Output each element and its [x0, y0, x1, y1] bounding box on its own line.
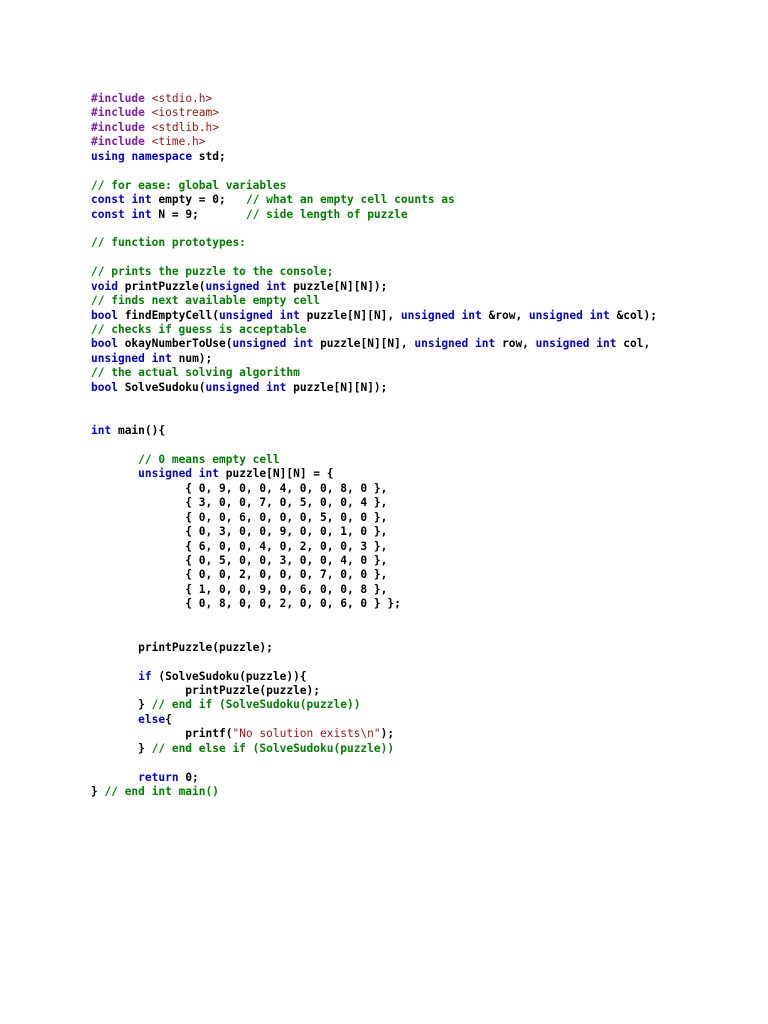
keyword-token: int [293, 337, 314, 351]
keyword-token: int [266, 279, 287, 293]
code-text-token [468, 337, 475, 350]
code-text-token: ); [380, 727, 395, 741]
code-text-token: okayNumberToUse( [117, 337, 233, 351]
code-text-token: puzzle[N][N], [313, 337, 415, 351]
code-line [91, 467, 657, 481]
keyword-token: const [91, 193, 125, 207]
code-line [91, 164, 657, 178]
comment-token: // end if (SolveSudoku(puzzle)) [151, 698, 361, 712]
header-token: <iostream> [151, 106, 219, 120]
keyword-token: void [91, 279, 118, 293]
code-line [91, 280, 657, 294]
code-line [91, 655, 657, 669]
comment-token: // function prototypes: [91, 236, 246, 250]
comment-token: // checks if guess is acceptable [91, 323, 307, 336]
keyword-token: namespace [131, 149, 193, 163]
code-line [91, 785, 657, 799]
code-text-token: &col); [609, 308, 657, 322]
code-line [91, 698, 657, 712]
keyword-token: unsigned [91, 351, 145, 365]
code-text-token: SolveSudoku( [117, 380, 206, 394]
code-text-token: empty = 0; [151, 193, 246, 207]
code-line [91, 193, 657, 207]
keyword-token: if [138, 669, 152, 683]
code-line [91, 641, 657, 655]
code-listing [91, 92, 657, 799]
code-line [91, 222, 657, 236]
code-text-token [145, 135, 152, 148]
code-line [91, 554, 657, 568]
keyword-token: unsigned [205, 279, 260, 293]
code-line [91, 670, 657, 684]
code-text-token: col, [616, 337, 651, 351]
code-line [91, 106, 657, 120]
code-text-token [145, 352, 152, 365]
preprocessor-token: #include [91, 120, 145, 134]
keyword-token: int [91, 424, 112, 438]
code-text-token [91, 713, 138, 726]
code-text-token: findEmptyCell( [117, 308, 219, 322]
code-line [91, 525, 657, 539]
code-line [91, 439, 657, 453]
preprocessor-token: #include [91, 92, 145, 105]
code-line [91, 179, 657, 193]
code-text-token [145, 121, 152, 134]
code-text-token [145, 92, 152, 105]
code-line [91, 395, 657, 409]
code-text-token: } [91, 785, 105, 798]
keyword-token: int [589, 308, 610, 322]
keyword-token: bool [91, 380, 118, 394]
code-text-token: puzzle[N][N]); [286, 279, 388, 293]
code-text-token: } [91, 698, 152, 712]
code-text-token [455, 309, 462, 322]
code-text-token [91, 771, 138, 784]
code-line [91, 381, 657, 395]
code-text-token: { 1, 0, 0, 9, 0, 6, 0, 0, 8 }, [91, 582, 388, 596]
keyword-token: unsigned [414, 337, 469, 351]
code-line [91, 309, 657, 323]
code-text-token: &row, [481, 308, 529, 322]
code-text-token [583, 309, 590, 322]
comment-token: // 0 means empty cell [138, 452, 280, 466]
code-text-token: { 0, 0, 6, 0, 0, 0, 5, 0, 0 }, [91, 510, 388, 524]
code-text-token: { 0, 0, 2, 0, 0, 0, 7, 0, 0 }, [91, 568, 388, 582]
keyword-token: int [461, 308, 482, 322]
code-line [91, 424, 657, 438]
code-line [91, 236, 657, 250]
keyword-token: unsigned [138, 467, 193, 481]
code-text-token: puzzle[N][N]); [286, 380, 388, 394]
code-text-token [91, 453, 138, 466]
keyword-token: else [138, 712, 166, 726]
code-text-token: (SolveSudoku(puzzle)){ [151, 669, 307, 683]
comment-token: // prints the puzzle to the console; [91, 265, 334, 279]
keyword-token: int [266, 380, 287, 394]
code-line [91, 265, 657, 279]
code-line [91, 713, 657, 727]
code-text-token: { 6, 0, 0, 4, 0, 2, 0, 0, 3 }, [91, 539, 388, 553]
code-line [91, 121, 657, 135]
code-text-token: printf( [91, 727, 233, 741]
code-text-token: puzzle[N][N], [299, 308, 401, 322]
code-line [91, 208, 657, 222]
code-line [91, 352, 657, 366]
code-line [91, 496, 657, 510]
code-line [91, 597, 657, 611]
code-line [91, 366, 657, 380]
header-token: <stdlib.h> [151, 120, 219, 134]
code-text-token: printPuzzle( [117, 279, 206, 293]
code-line [91, 323, 657, 337]
keyword-token: int [198, 467, 220, 481]
keyword-token: int [596, 337, 617, 351]
code-line [91, 92, 657, 106]
preprocessor-token: #include [91, 106, 145, 120]
code-text-token: 0; [178, 770, 199, 784]
keyword-token: unsigned [528, 308, 583, 322]
code-text-token: std; [192, 149, 226, 163]
code-line [91, 540, 657, 554]
code-line [91, 626, 657, 640]
code-text-token: { 3, 0, 0, 7, 0, 5, 0, 0, 4 }, [91, 496, 388, 510]
comment-token: // side length of puzzle [245, 207, 408, 221]
code-line [91, 294, 657, 308]
string-token: "No solution exists\n" [232, 727, 381, 741]
code-text-token: { 0, 8, 0, 0, 2, 0, 0, 6, 0 } }; [91, 597, 401, 611]
code-text-token: main(){ [111, 424, 166, 438]
code-line [91, 482, 657, 496]
code-text-token: } [91, 741, 152, 755]
keyword-token: unsigned [535, 337, 590, 351]
comment-token: // the actual solving algorithm [91, 366, 300, 380]
code-text-token [91, 670, 138, 683]
keyword-token: unsigned [205, 380, 260, 394]
code-text-token: row, [495, 337, 536, 351]
keyword-token: int [131, 207, 152, 221]
keyword-token: int [151, 351, 172, 365]
code-line [91, 251, 657, 265]
keyword-token: unsigned [219, 308, 273, 322]
header-token: <time.h> [151, 135, 206, 149]
code-text-token: N = 9; [151, 207, 246, 221]
code-line [91, 684, 657, 698]
comment-token: // end int main() [104, 785, 219, 798]
keyword-token: int [279, 308, 300, 322]
code-text-token [145, 106, 152, 119]
code-line [91, 150, 657, 164]
code-line [91, 410, 657, 424]
comment-token: // end else if (SolveSudoku(puzzle)) [151, 741, 395, 755]
keyword-token: unsigned [400, 308, 455, 322]
code-line [91, 742, 657, 756]
preprocessor-token: #include [91, 135, 145, 149]
keyword-token: unsigned [232, 337, 287, 351]
code-line [91, 453, 657, 467]
keyword-token: const [91, 207, 125, 221]
code-line [91, 612, 657, 626]
code-text-token: { 0, 9, 0, 0, 4, 0, 0, 8, 0 }, [91, 481, 388, 495]
code-text-token: printPuzzle(puzzle); [91, 640, 273, 654]
keyword-token: bool [91, 308, 118, 322]
code-line [91, 511, 657, 525]
keyword-token: int [475, 337, 496, 351]
keyword-token: return [138, 770, 179, 784]
code-text-token [273, 309, 280, 322]
code-line [91, 568, 657, 582]
keyword-token: using [91, 149, 125, 163]
code-text-token: { 0, 5, 0, 0, 3, 0, 0, 4, 0 }, [91, 554, 388, 567]
code-text-token [91, 467, 138, 480]
code-line [91, 756, 657, 770]
comment-token: // what an empty cell counts as [245, 193, 455, 207]
keyword-token: bool [91, 337, 118, 351]
comment-token: // finds next available empty cell [91, 294, 321, 308]
code-line [91, 135, 657, 149]
comment-token: // for ease: global variables [91, 178, 287, 192]
code-text-token: { 0, 3, 0, 0, 9, 0, 0, 1, 0 }, [91, 525, 388, 539]
code-text-token: printPuzzle(puzzle); [91, 683, 321, 697]
code-line [91, 583, 657, 597]
header-token: <stdio.h> [151, 92, 213, 105]
code-text-token: num); [171, 351, 213, 365]
code-line [91, 337, 657, 351]
keyword-token: int [131, 193, 152, 207]
code-line [91, 727, 657, 741]
code-text-token: puzzle[N][N] = { [219, 467, 334, 481]
code-line [91, 771, 657, 785]
code-text-token: { [165, 712, 172, 726]
code-text-token [192, 467, 199, 480]
